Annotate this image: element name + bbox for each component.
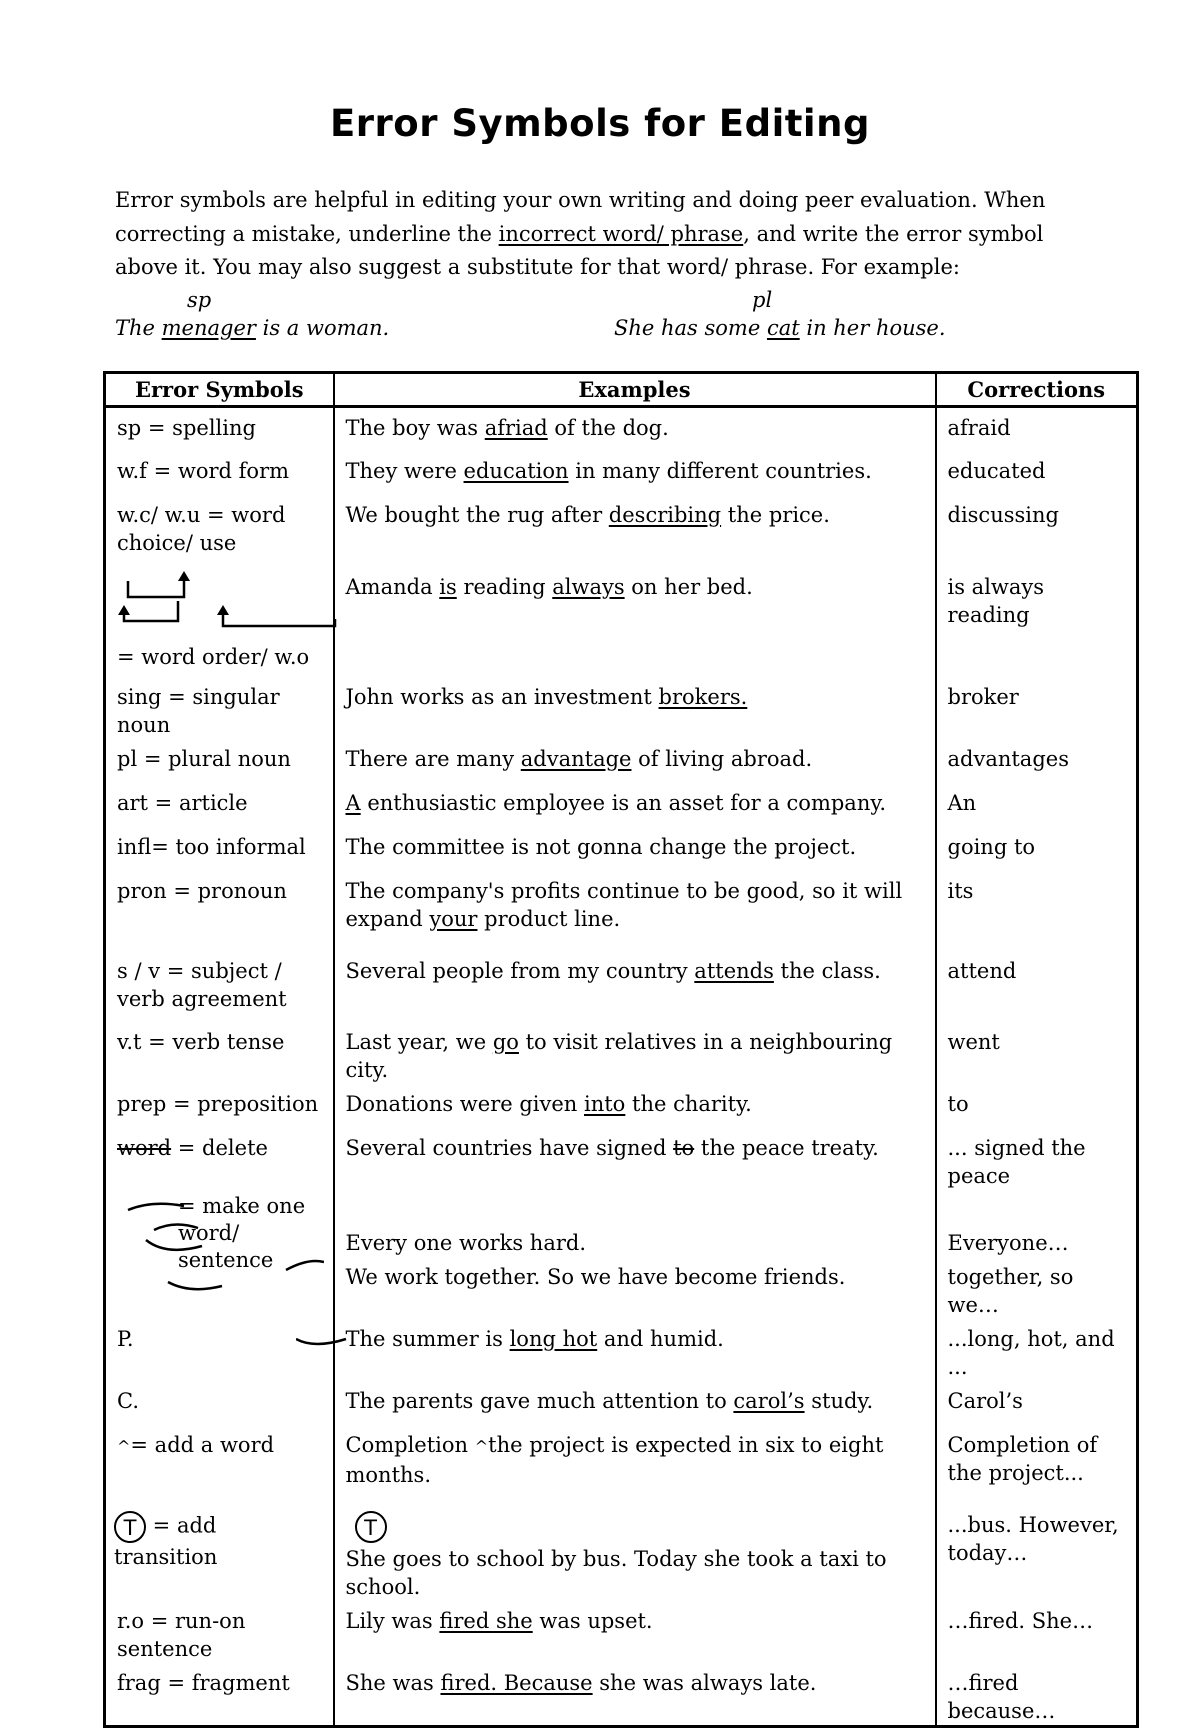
example-text: The company's profits continue to be good, so it will expand (345, 878, 903, 931)
example-text: They were (345, 458, 464, 483)
error-underlined: advantage (520, 746, 632, 771)
example-text: in her house. (799, 316, 946, 340)
example-text: product line. (477, 906, 621, 931)
table-row (105, 1425, 1138, 1505)
correction-cell: its (936, 871, 1138, 951)
symbol-cell (105, 1319, 334, 1381)
example-cell (334, 871, 936, 951)
example-text: and humid. (597, 1326, 724, 1351)
symbol-cell: w.f = word form (105, 451, 334, 495)
example-cell (334, 739, 936, 783)
error-underlined: afriad (484, 416, 548, 440)
struck-word: word (117, 1135, 172, 1160)
correction-cell: afraid (936, 407, 1138, 451)
example-text: Amanda (345, 574, 440, 599)
error-underlined: into (584, 1091, 626, 1116)
symbol-text: = delete (171, 1135, 268, 1160)
example-symbol-pl: pl (752, 288, 773, 312)
example-text: reading (456, 574, 553, 599)
error-underlined: brokers. (658, 684, 748, 709)
example-text: the charity. (625, 1091, 752, 1116)
table-row (105, 783, 1138, 827)
example-text: the project is expected in six to eight months. (345, 1432, 884, 1487)
example-cell (334, 1381, 936, 1425)
example-sentence-1 (115, 316, 389, 340)
correction-cell: advantages (936, 739, 1138, 783)
example-text: of the dog. (547, 416, 669, 440)
example-text: She was (345, 1670, 441, 1695)
error-underlined: is (439, 574, 457, 599)
table-row (105, 871, 1138, 951)
example-cell (334, 495, 936, 567)
symbol-text: = add a word (130, 1432, 275, 1457)
example-text: Completion (345, 1432, 475, 1457)
caret-icon: ^ (474, 1436, 489, 1456)
example-sentence-2 (614, 316, 946, 340)
symbol-cell (105, 1190, 334, 1319)
correction-cell: educated (936, 451, 1138, 495)
example-cell (334, 1190, 936, 1319)
intro-paragraph (115, 184, 1105, 285)
symbol-cell (105, 1128, 334, 1190)
example-cell (334, 1084, 936, 1128)
table-row (105, 451, 1138, 495)
symbol-text: P. (117, 1326, 134, 1351)
example-text: is a woman. (255, 316, 390, 340)
table-row (105, 1128, 1138, 1190)
table-row (105, 827, 1138, 871)
example-text: Lily was (345, 1608, 440, 1633)
correction-cell: …fired because… (936, 1663, 1138, 1727)
word-order-long-arrow-icon (213, 601, 337, 631)
table-row (105, 1505, 1138, 1601)
symbol-cell: sp = spelling (105, 407, 334, 451)
table-row (105, 739, 1138, 783)
correction-cell: to (936, 1084, 1138, 1128)
example-cell (334, 677, 936, 739)
example-text: The summer is (345, 1326, 510, 1351)
error-underlined: carol’s (733, 1388, 805, 1413)
example-text: study. (804, 1388, 874, 1413)
intro-text-after: , and write the error symbol above it. You may also suggest a substitute for that word/ phrase. For example: (115, 221, 1044, 279)
example-cell (334, 407, 936, 451)
example-text: enthusiastic employee is an asset for a company. (360, 790, 887, 815)
example-text: The boy was (345, 416, 485, 440)
table-row (105, 1022, 1138, 1084)
example-cell (334, 951, 936, 1022)
intro-underlined: incorrect word/ phrase (498, 221, 744, 246)
example-cell (334, 451, 936, 495)
correction-cell: broker (936, 677, 1138, 739)
example-text: the peace treaty. (694, 1135, 879, 1160)
correction-cell: is always reading (936, 567, 1138, 677)
symbol-cell: infl= too informal (105, 827, 334, 871)
symbol-cell: w.c/ w.u = word choice/ use (105, 495, 334, 567)
example-text: to visit relatives in a neighbouring city. (345, 1029, 893, 1082)
correction-cell: ...long, hot, and ... (936, 1319, 1138, 1381)
error-symbols-table (103, 371, 1139, 1728)
correction-line-2: together, so we… (947, 1264, 1074, 1317)
example-cell (334, 1663, 936, 1727)
header-corrections: Corrections (936, 373, 1138, 407)
correction-cell: went (936, 1022, 1138, 1084)
correction-cell: …fired. She… (936, 1601, 1138, 1663)
error-underlined: attends (694, 958, 774, 983)
transition-circle-icon: T (114, 1511, 146, 1543)
example-cell: The committee is not gonna change the project. (334, 827, 936, 871)
header-error-symbols: Error Symbols (105, 373, 334, 407)
symbol-cell: prep = preposition (105, 1084, 334, 1128)
error-underlined: describing (608, 502, 722, 527)
example-text: was upset. (532, 1608, 653, 1633)
example-text: the price. (721, 502, 830, 527)
example-cell (334, 1505, 936, 1601)
example-text: The (115, 316, 162, 340)
correction-cell: going to (936, 827, 1138, 871)
symbol-cell: r.o = run-on sentence (105, 1601, 334, 1663)
symbol-cell: pron = pronoun (105, 871, 334, 951)
example-text: The parents gave much attention to (345, 1388, 734, 1413)
correction-cell: Completion of the project... (936, 1425, 1138, 1505)
example-cell (334, 1022, 936, 1084)
correction-cell: Carol’s (936, 1381, 1138, 1425)
example-underlined: menager (161, 316, 256, 340)
example-underlined: cat (766, 316, 800, 340)
table-row (105, 1319, 1138, 1381)
example-text: Last year, we (345, 1029, 493, 1054)
example-text: There are many (345, 746, 521, 771)
table-row (105, 495, 1138, 567)
symbol-cell: pl = plural noun (105, 739, 334, 783)
example-text: John works as an investment (345, 684, 659, 709)
example-cell (334, 1425, 936, 1505)
symbol-cell (105, 1505, 334, 1601)
table-row (105, 1190, 1138, 1319)
error-underlined: long hot (509, 1326, 598, 1351)
correction-cell: ...bus. However, today… (936, 1505, 1138, 1601)
error-underlined: always (552, 574, 625, 599)
example-text: Several people from my country (345, 958, 695, 983)
example-cell (334, 783, 936, 827)
correction-cell: An (936, 783, 1138, 827)
join-label: = make one word/ sentence (178, 1193, 306, 1272)
correction-cell: attend (936, 951, 1138, 1022)
correction-cell (936, 1190, 1138, 1319)
error-underlined: education (463, 458, 569, 483)
example-text: the class. (773, 958, 881, 983)
transition-circle-icon: T (355, 1511, 387, 1543)
correction-cell: discussing (936, 495, 1138, 567)
header-examples: Examples (334, 373, 936, 407)
example-symbol-sp: sp (187, 288, 212, 312)
correction-cell: ... signed the peace (936, 1128, 1138, 1190)
example-text: She has some (614, 316, 767, 340)
example-text: of living abroad. (631, 746, 813, 771)
table-row (105, 951, 1138, 1022)
example-line-1: Every one works hard. (345, 1230, 587, 1255)
error-underlined: A (345, 790, 361, 815)
example-text: Donations were given (345, 1091, 584, 1116)
example-text: she was always late. (592, 1670, 817, 1695)
symbol-cell: C. (105, 1381, 334, 1425)
symbol-cell (105, 1425, 334, 1505)
struck-word: to (673, 1135, 695, 1160)
error-underlined: fired. Because (440, 1670, 593, 1695)
example-text: in many different countries. (568, 458, 872, 483)
symbol-cell: v.t = verb tense (105, 1022, 334, 1084)
table-row (105, 677, 1138, 739)
example-text: Several countries have signed (345, 1135, 674, 1160)
example-cell (334, 1319, 936, 1381)
page-title: Error Symbols for Editing (330, 102, 870, 145)
comma-curve-icon (296, 1331, 348, 1353)
word-order-arrows-icon (118, 569, 198, 625)
correction-line-1: Everyone… (947, 1230, 1069, 1255)
example-cell (334, 1128, 936, 1190)
table-row (105, 407, 1138, 451)
intro-text-before: Error symbols are helpful in editing your own writing and doing peer evaluation. When correcting a mistake, underline the (115, 188, 1046, 246)
example-line: She goes to school by bus. Today she took a taxi to school. (345, 1546, 887, 1599)
error-underlined: your (429, 906, 478, 931)
table-row (105, 1601, 1138, 1663)
symbol-cell: s / v = subject / verb agreement (105, 951, 334, 1022)
error-underlined: go (492, 1029, 519, 1054)
example-cell (334, 567, 936, 677)
table-header-row (105, 373, 1138, 407)
symbol-cell: sing = singular noun (105, 677, 334, 739)
table-row (105, 1381, 1138, 1425)
table-row (105, 1663, 1138, 1727)
table-row (105, 567, 1138, 677)
symbol-cell: frag = fragment (105, 1663, 334, 1727)
example-cell (334, 1601, 936, 1663)
caret-icon: ^ (117, 1436, 131, 1456)
error-underlined: fired she (439, 1608, 533, 1633)
example-text: We bought the rug after (345, 502, 609, 527)
word-order-label: = word order/ w.o (117, 644, 310, 669)
example-text: on her bed. (624, 574, 753, 599)
symbol-cell: art = article (105, 783, 334, 827)
example-line-2: We work together. So we have become friends. (345, 1264, 846, 1289)
symbol-text: = add transition (114, 1513, 218, 1569)
table-row (105, 1084, 1138, 1128)
